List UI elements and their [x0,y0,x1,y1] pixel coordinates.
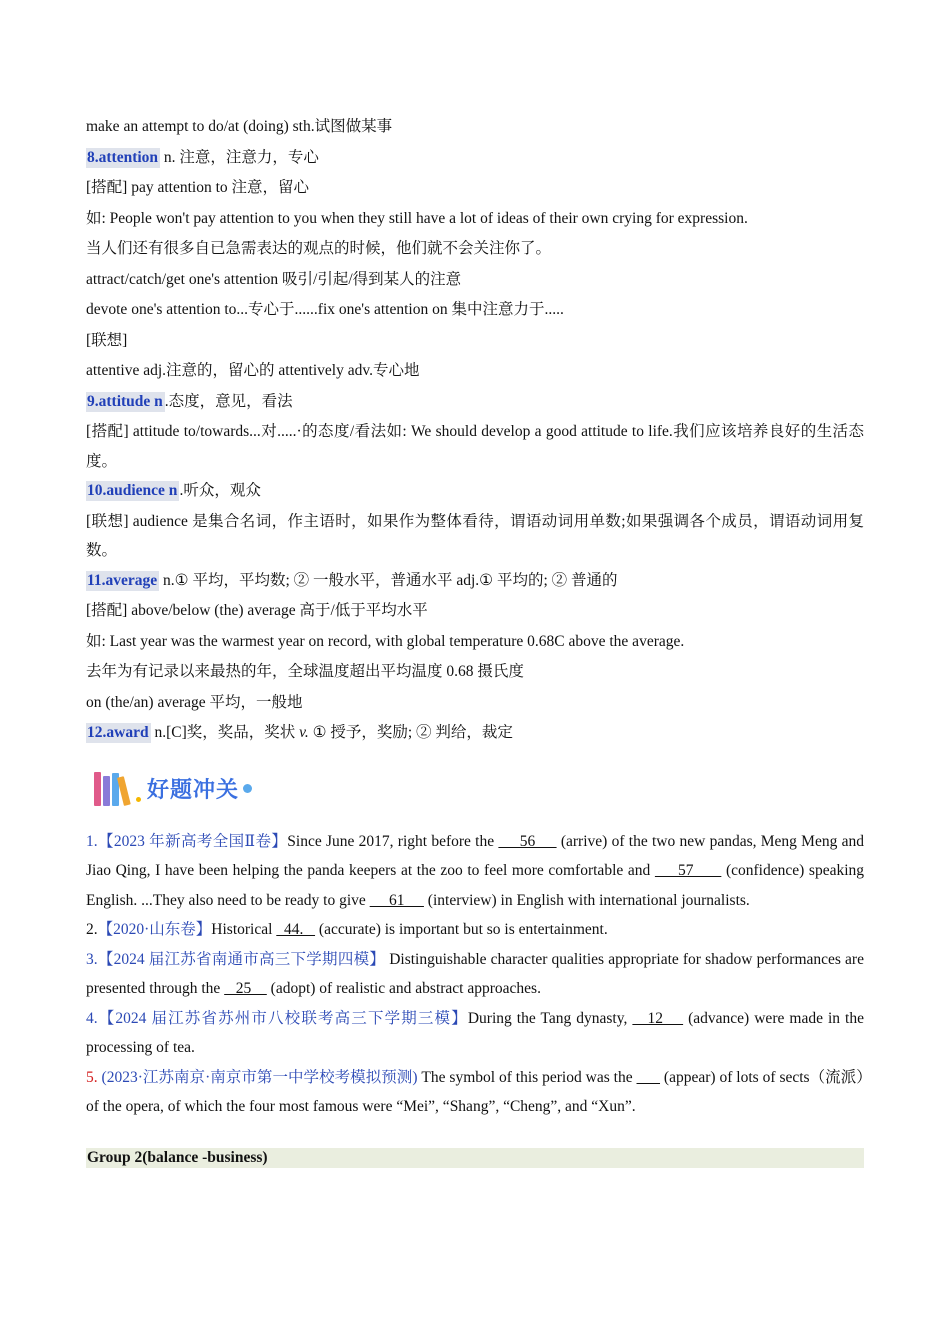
entry-attention [86,143,864,174]
entry-head: 8.attention [87,148,159,166]
question-text: Since June 2017, right before the [287,832,499,850]
answer-blank[interactable]: 56 [498,832,557,850]
question-number: 4. [86,1009,98,1027]
collocation-line: [搭配] attitude to/towards...对.....·的态度/看法如: We should develop a good attitude to life.我们应该培养良好的生活态度。 [86,423,864,470]
question-source: 【2024 届江苏省南通市高三下学期四模】 [97,950,386,968]
answer-blank[interactable]: 61 [369,891,424,909]
answer-blank[interactable]: 25 [224,980,267,997]
entry-definition: n.[C]奖，奖品，奖状 [150,724,300,741]
question-text: (confidence) speaking English. ...They also need to be ready to give [86,862,865,909]
question-number: 3. [86,950,98,968]
question-text: Historical [211,921,277,938]
exercise-4 [86,1004,864,1063]
question-text: (advance) were made in the processing of tea. [86,1009,864,1056]
collocation-line: [搭配] above/below (the) average 高于/低于平均水平 [86,602,428,619]
translation-line: 去年为有记录以来最热的年，全球温度超出平均温度 0.68 摄氏度 [86,663,524,680]
exercise-3 [86,945,864,1004]
entry-definition: ① 授予，奖励; ② 判给，裁定 [308,724,513,741]
collocation-line: attract/catch/get one's attention 吸引/引起/得到某人的注意 [86,270,462,288]
dot-icon [136,797,141,802]
exercise-1 [86,827,864,916]
section-banner [94,763,864,815]
question-number: 2. [86,921,98,938]
entry-head: 9.attitude n [87,392,163,410]
question-text: During the Tang dynasty, [467,1009,633,1027]
question-text: (adopt) of realistic and abstract approaches. [266,980,541,997]
association-label: [联想] [86,331,128,349]
entry-audience [86,476,864,507]
entry-award [86,718,864,749]
question-source: 【2024 届江苏省苏州市八校联考高三下学期三模】 [97,1009,468,1027]
document-content [86,112,864,1168]
question-text: The symbol of this period was the [417,1068,637,1086]
entry-head: 12.award [87,724,149,741]
example-line: 如: Last year was the warmest year on record, with global temperature 0.68C above the average. [86,632,685,650]
answer-blank[interactable]: 57 [654,862,722,879]
group-heading: Group 2(balance -business) [86,1148,864,1168]
question-text: (accurate) is important but so is entertainment. [315,921,608,938]
collocation-line: [搭配] pay attention to 注意，留心 [86,179,309,196]
question-text: (interview) in English with international journalists. [423,891,750,909]
dot-icon [243,784,252,793]
entry-attitude [86,387,864,418]
entry-head: 10.audience n [87,482,178,499]
entry-definition: n. 注意，注意力，专心 [160,148,319,166]
exercise-2 [86,915,864,945]
example-line: 如: People won't pay attention to you when they still have a lot of ideas of their own crying for expression. [86,209,748,227]
question-number: 5. [86,1068,98,1086]
question-number: 1. [86,832,98,850]
collocation-line: devote one's attention to...专心于......fix one's attention on 集中注意力于..... [86,301,564,318]
answer-blank[interactable]: 44. [276,921,316,938]
answer-blank[interactable]: 12 [632,1009,684,1027]
banner-title: 好题冲关 [147,778,240,803]
question-source: 【2020·山东卷】 [97,921,212,938]
question-text: Distinguishable character qualities appropriate for shadow performances are presented through the [86,950,864,997]
part-of-speech: v. [299,724,309,741]
question-source: (2023·江苏南京·南京市第一中学校考模拟预测) [97,1068,418,1086]
entry-definition: n.① 平均，平均数; ② 一般水平，普通水平 adj.① 平均的; ② 普通的 [159,571,618,589]
phrase-line: make an attempt to do/at (doing) sth.试图做某事 [86,118,393,135]
entry-definition: .态度，意见，看法 [164,392,293,410]
answer-blank[interactable] [637,1069,661,1086]
question-source: 【2023 年新高考全国Ⅱ卷】 [97,832,288,850]
association-line: [联想] audience 是集合名词，作主语时，如果作为整体看待，谓语动词用单数;如果强调各个成员，谓语动词用复数。 [86,512,864,559]
exercise-5 [86,1063,864,1122]
entry-definition: .听众，观众 [179,482,261,499]
entry-head: 11.average [87,571,158,589]
translation-line: 当人们还有很多自已急需表达的观点的时候，他们就不会关注你了。 [86,240,552,257]
books-icon [94,772,133,806]
question-text: (arrive) of the two new pandas, Meng Meng and Jiao Qing, I have been helping the panda keepers at the zoo to feel more comfortable and [86,832,864,879]
association-line: attentive adj.注意的，留心的 attentively adv.专心地 [86,362,420,379]
collocation-line: on (the/an) average 平均，一般地 [86,693,303,711]
question-text: (appear) of lots of sects（流派）of the opera, of which the four most famous were “Mei”, “Shang”, “Cheng”, and “Xun”. [86,1068,864,1115]
entry-average [86,566,864,597]
